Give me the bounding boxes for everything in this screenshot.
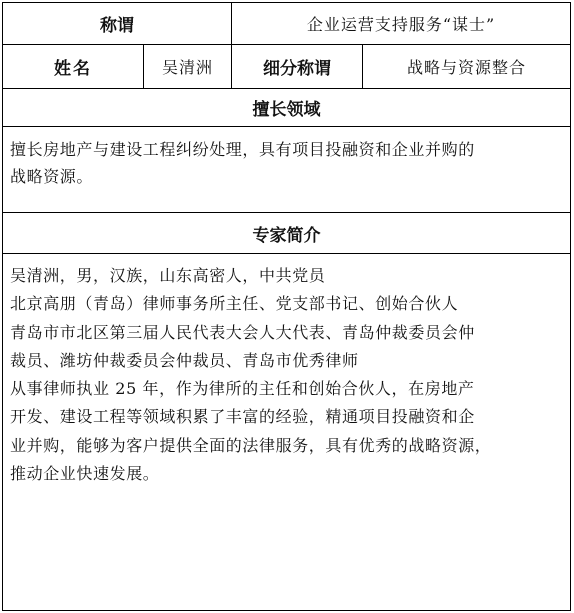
profile-line: 裁员、潍坊仲裁委员会仲裁员、青岛市优秀律师	[10, 350, 359, 370]
name-value: 吴清洲	[161, 58, 213, 77]
profile-line: 青岛市市北区第三届人民代表大会人大代表、青岛仲裁委员会仲	[10, 322, 475, 342]
expertise-text	[10, 136, 566, 190]
expertise-line: 擅长房地产与建设工程纠纷处理，具有项目投融资和企业并购的	[10, 140, 475, 159]
profile-line: 开发、建设工程等领域积累了丰富的经验，精通项目投融资和企	[10, 407, 475, 427]
profile-line: 业并购，能够为客户提供全面的法律服务，具有优秀的战略资源，	[10, 435, 492, 455]
profile-text	[10, 262, 566, 488]
title-value: 企业运营支持服务“谋士”	[306, 15, 496, 34]
profile-line: 从事律师执业 25 年，作为律所的主任和创始合伙人，在房地产	[10, 379, 475, 399]
subtitle-value: 战略与资源整合	[406, 58, 526, 77]
row-divider-5	[2, 253, 571, 254]
subtitle-label: 细分称谓	[263, 59, 331, 79]
name-label: 姓名	[54, 59, 92, 79]
profile-line: 吴清洲，男，汉族，山东高密人，中共党员	[10, 266, 326, 285]
table-border-bottom	[2, 610, 571, 611]
row-divider-3	[2, 126, 571, 127]
profile-line: 推动企业快速发展。	[10, 464, 160, 484]
table-border-right	[570, 2, 571, 611]
expertise-line: 战略资源。	[10, 167, 94, 186]
title-label: 称谓	[100, 16, 134, 36]
profile-heading: 专家简介	[252, 225, 321, 246]
expertise-heading: 擅长领域	[252, 100, 321, 120]
profile-line: 北京高朋（青岛）律师事务所主任、党支部书记、创始合伙人	[10, 294, 459, 314]
